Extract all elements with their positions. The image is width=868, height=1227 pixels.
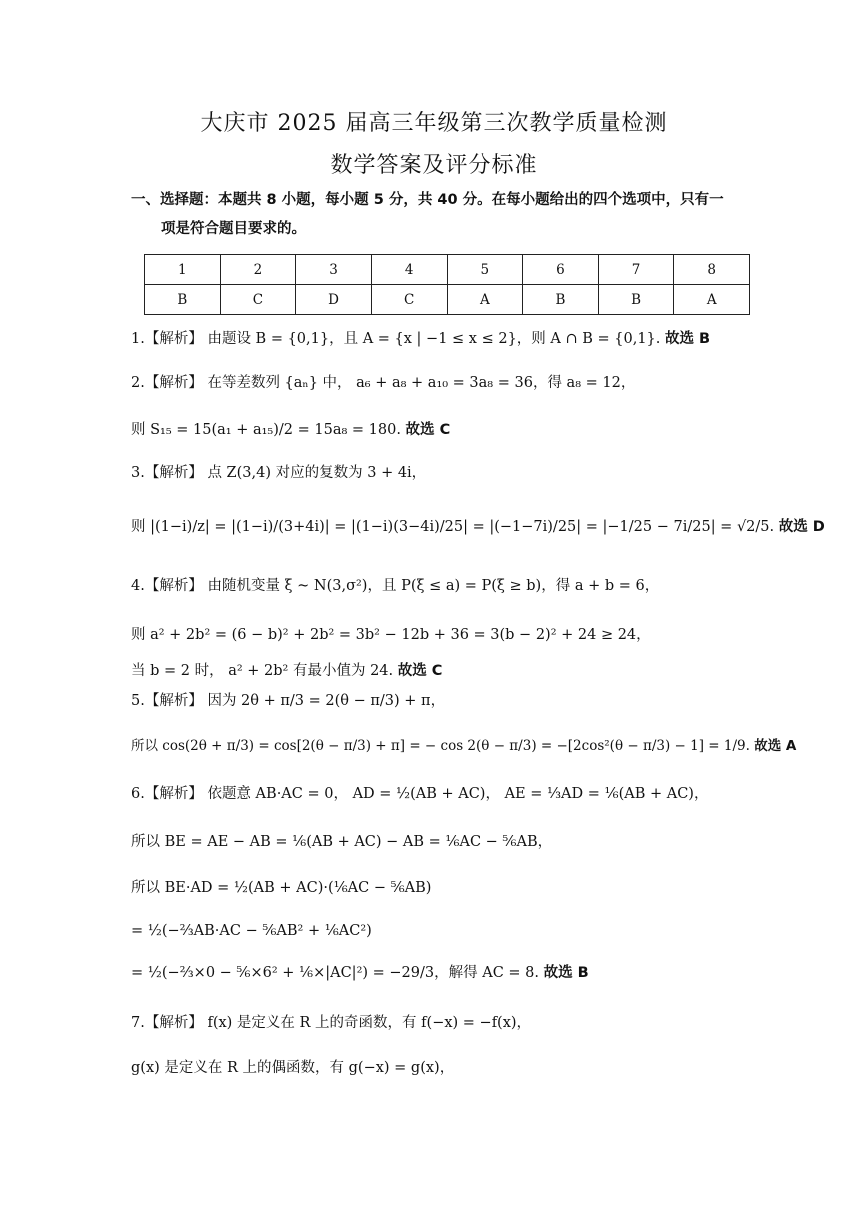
solution-4: [131, 576, 659, 596]
answer-cell: C: [220, 285, 296, 315]
answer-cell: B: [598, 285, 674, 315]
solution-number: 5.: [131, 693, 145, 709]
solution-text: 所以 BE = AE − AB = ⅙(AB + AC) − AB = ⅙AC − ⅚AB，: [131, 834, 553, 850]
solution-verdict: 故选 B: [665, 331, 711, 347]
solution-text: = ½(−⅔AB·AC − ⅚AB² + ⅙AC²): [131, 923, 372, 939]
solution-label: 【解析】: [144, 693, 203, 709]
solution-6-line5: [131, 963, 589, 983]
solution-5-line2: [131, 736, 796, 756]
answer-table: [144, 254, 750, 315]
solution-3-line2: [131, 517, 825, 537]
solution-6: [131, 784, 708, 804]
solution-7-line2: [131, 1058, 454, 1078]
solution-number: 2.: [131, 375, 145, 391]
answer-table-answer-row: [145, 285, 750, 315]
answer-cell: D: [296, 285, 372, 315]
solution-number: 3.: [131, 465, 145, 481]
answer-cell: B: [145, 285, 221, 315]
solution-label: 【解析】: [144, 786, 203, 802]
section-heading-line1: 一、选择题：本题共 8 小题，每小题 5 分，共 40 分。在每小题给出的四个选项中，只有一: [131, 192, 724, 208]
question-number: 3: [296, 255, 372, 285]
page-subtitle: 数学答案及评分标准: [330, 153, 538, 178]
solution-text: g(x) 是定义在 R 上的偶函数，有 g(−x) = g(x)，: [131, 1060, 455, 1076]
question-number: 1: [145, 255, 221, 285]
solution-label: 【解析】: [144, 1015, 203, 1031]
solution-text: f(x) 是定义在 R 上的奇函数，有 f(−x) = −f(x)，: [207, 1015, 532, 1031]
solution-verdict: 故选 C: [397, 663, 443, 679]
solution-verdict: 故选 C: [405, 422, 451, 438]
solution-number: 4.: [131, 578, 145, 594]
answer-cell: B: [523, 285, 599, 315]
section-heading: [131, 186, 751, 244]
solution-5: [131, 691, 445, 711]
question-number: 7: [598, 255, 674, 285]
question-number: 2: [220, 255, 296, 285]
solution-6-line3: [131, 878, 431, 898]
question-number: 6: [523, 255, 599, 285]
solution-1: [131, 329, 710, 349]
question-number: 5: [447, 255, 523, 285]
solution-6-line2: [131, 832, 552, 852]
solution-text: 则 |(1−i)/z| = |(1−i)/(3+4i)| = |(1−i)(3−4i)/25| = |(−1−7i)/25| = |−1/25 − 7i/25| = √2/5.: [131, 519, 775, 535]
solution-label: 【解析】: [144, 375, 203, 391]
solution-verdict: 故选 A: [754, 738, 797, 754]
solution-number: 6.: [131, 786, 145, 802]
answer-cell: A: [447, 285, 523, 315]
solution-text: 则 a² + 2b² = (6 − b)² + 2b² = 3b² − 12b + 36 = 3(b − 2)² + 24 ≥ 24，: [131, 627, 651, 643]
solution-text: 在等差数列 {aₙ} 中， a₆ + a₈ + a₁₀ = 3a₈ = 36，得 a₈ = 12，: [207, 375, 636, 391]
solution-text: 则 S₁₅ = 15(a₁ + a₁₅)/2 = 15a₈ = 180.: [131, 422, 401, 438]
solution-verdict: 故选 D: [778, 519, 825, 535]
solution-6-line4: [131, 921, 372, 941]
question-number: 4: [371, 255, 447, 285]
solution-text: 所以 cos(2θ + π/3) = cos[2(θ − π/3) + π] = − cos 2(θ − π/3) = −[2cos²(θ − π/3) − 1] = 1/9.: [131, 738, 750, 754]
solution-number: 1.: [131, 331, 145, 347]
solution-text: 由随机变量 ξ ~ N(3,σ²)，且 P(ξ ≤ a) = P(ξ ≥ b)，得 a + b = 6，: [207, 578, 660, 594]
solution-text: 因为 2θ + π/3 = 2(θ − π/3) + π，: [207, 693, 446, 709]
solution-text: 由题设 B = {0,1}，且 A = {x | −1 ≤ x ≤ 2}，则 A ∩ B = {0,1}.: [207, 331, 661, 347]
page-title: 大庆市 2025 届高三年级第三次教学质量检测: [200, 111, 668, 136]
solution-4-line2: [131, 625, 651, 645]
section-heading-line2: 项是符合题目要求的。: [161, 221, 306, 237]
solution-text: 点 Z(3,4) 对应的复数为 3 + 4i，: [207, 465, 427, 481]
solution-text: = ½(−⅔×0 − ⅚×6² + ⅙×|AC|²) = −29/3，解得 AC = 8.: [131, 965, 539, 981]
answer-cell: C: [371, 285, 447, 315]
solution-label: 【解析】: [144, 578, 203, 594]
question-number: 8: [674, 255, 750, 285]
answer-table-number-row: [145, 255, 750, 285]
solution-label: 【解析】: [144, 465, 203, 481]
solution-2-line2: [131, 420, 450, 440]
solution-2: [131, 373, 635, 393]
solution-text: 所以 BE·AD = ½(AB + AC)·(⅙AC − ⅚AB): [131, 880, 432, 896]
solution-verdict: 故选 B: [543, 965, 589, 981]
solution-number: 7.: [131, 1015, 145, 1031]
solution-text: 当 b = 2 时， a² + 2b² 有最小值为 24.: [131, 663, 394, 679]
solution-4-line3: [131, 661, 442, 681]
solution-label: 【解析】: [144, 331, 203, 347]
answer-cell: A: [674, 285, 750, 315]
solution-text: 依题意 AB·AC = 0， AD = ½(AB + AC)， AE = ⅓AD = ⅙(AB + AC)，: [207, 786, 709, 802]
solution-3: [131, 463, 426, 483]
solution-7: [131, 1013, 531, 1033]
